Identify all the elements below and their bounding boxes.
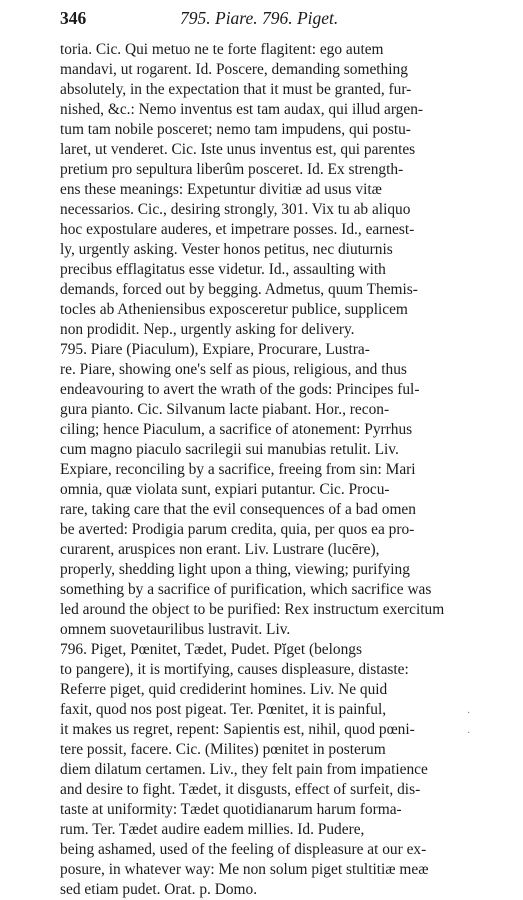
text-line: nished, &c.: Nemo inventus est tam audax, qui illud argen- <box>60 101 424 118</box>
text-line: ciling; hence Piaculum, a sacrifice of atonement: Pyrrhus <box>60 421 413 438</box>
text-line: non prodidit. Nep., urgently asking for delivery. <box>60 321 355 338</box>
text-line: laret, ut venderet. Cic. Iste unus inventus est, qui parentes <box>60 141 416 158</box>
text-line: and desire to fight. Tædet, it disgusts, effect of surfeit, dis- <box>60 781 421 798</box>
text-line: properly, shedding light upon a thing, viewing; purifying <box>60 561 410 578</box>
text-line: mandavi, ut rogarent. Id. Poscere, demanding something <box>60 61 408 78</box>
running-head: 795. Piare. 796. Piget. <box>180 8 339 28</box>
text-line: sed etiam pudet. Orat. p. Domo. <box>60 881 258 898</box>
text-line: demands, forced out by begging. Admetus, quum Themis- <box>60 281 418 298</box>
text-line: 795. Piare (Piaculum), Expiare, Procurare, Lustra- <box>60 341 370 358</box>
text-line: something by a sacrifice of purification, which sacrifice was <box>60 581 432 598</box>
text-line: curarent, aruspices non erant. Liv. Lustrare (lucēre), <box>60 541 380 558</box>
text-line: being ashamed, used of the feeling of displeasure at our ex- <box>60 841 427 858</box>
text-line: rum. Ter. Tædet audire eadem millies. Id. Pudere, <box>60 821 365 838</box>
text-line: faxit, quod nos post pigeat. Ter. Pœnitet, it is painful, <box>60 701 387 718</box>
page-number: 346 <box>60 8 87 28</box>
text-line: endeavouring to avert the wrath of the gods: Principes ful- <box>60 381 420 398</box>
text-body <box>60 40 468 900</box>
text-line: tum tam nobile posceret; nemo tam impudens, qui postu- <box>60 121 411 138</box>
text-line: taste at uniformity: Tædet quotidianarum harum forma- <box>60 801 402 818</box>
margin-speck: · <box>467 728 471 739</box>
text-line: precibus efflagitatus esse videtur. Id., assaulting with <box>60 261 386 278</box>
text-line: absolutely, in the expectation that it must be granted, fur- <box>60 81 412 98</box>
text-line: necessarios. Cic., desiring strongly, 301. Vix tu ab aliquo <box>60 201 411 218</box>
text-line: omnem suovetaurilibus lustravit. Liv. <box>60 621 291 638</box>
text-line: omnia, quæ violata sunt, expiari putantur. Cic. Procu- <box>60 481 390 498</box>
text-line: it makes us regret, repent: Sapientis est, nihil, quod pœni- <box>60 721 415 738</box>
text-line: ens these meanings: Expetuntur divitiæ ad usus vitæ <box>60 181 382 198</box>
text-line: tocles ab Atheniensibus exposceretur publice, supplicem <box>60 301 408 318</box>
text-line: toria. Cic. Qui metuo ne te forte flagitent: ego autem <box>60 41 384 58</box>
text-line: posure, in whatever way: Me non solum piget stultitiæ meæ <box>60 861 429 878</box>
text-line: diem dilatum certamen. Liv., they felt pain from impatience <box>60 761 428 778</box>
text-line: led around the object to be purified: Rex instructum exercitum <box>60 601 445 618</box>
text-line: 796. Piget, Pœnitet, Tædet, Pudet. Pĭget (belongs <box>60 641 362 658</box>
text-line: cum magno piaculo sacrilegii sui manubias retulit. Liv. <box>60 441 399 458</box>
text-line: rare, taking care that the evil consequences of a bad omen <box>60 501 416 518</box>
text-line: be averted: Prodigia parum credita, quia, per quos ea pro- <box>60 521 415 538</box>
text-line: ly, urgently asking. Vester honos petitus, nec diuturnis <box>60 241 393 258</box>
text-line: Referre piget, quid crediderint homines. Liv. Ne quid <box>60 681 388 698</box>
text-line: tere possit, facere. Cic. (Milites) pœnitet in posterum <box>60 741 386 758</box>
margin-speck: · <box>467 708 471 719</box>
text-line: gura pianto. Cic. Silvanum lacte piabant. Hor., recon- <box>60 401 390 418</box>
text-line: hoc expostulare auderes, et impetrare posses. Id., earnest- <box>60 221 415 238</box>
text-line: Expiare, reconciling by a sacrifice, freeing from sin: Mari <box>60 461 416 478</box>
text-line: to pangere), it is mortifying, causes displeasure, distaste: <box>60 661 409 678</box>
text-line: re. Piare, showing one's self as pious, religious, and thus <box>60 361 407 378</box>
text-line: pretium pro sepultura liberûm posceret. Id. Ex strength- <box>60 161 404 178</box>
page-header <box>60 8 468 36</box>
